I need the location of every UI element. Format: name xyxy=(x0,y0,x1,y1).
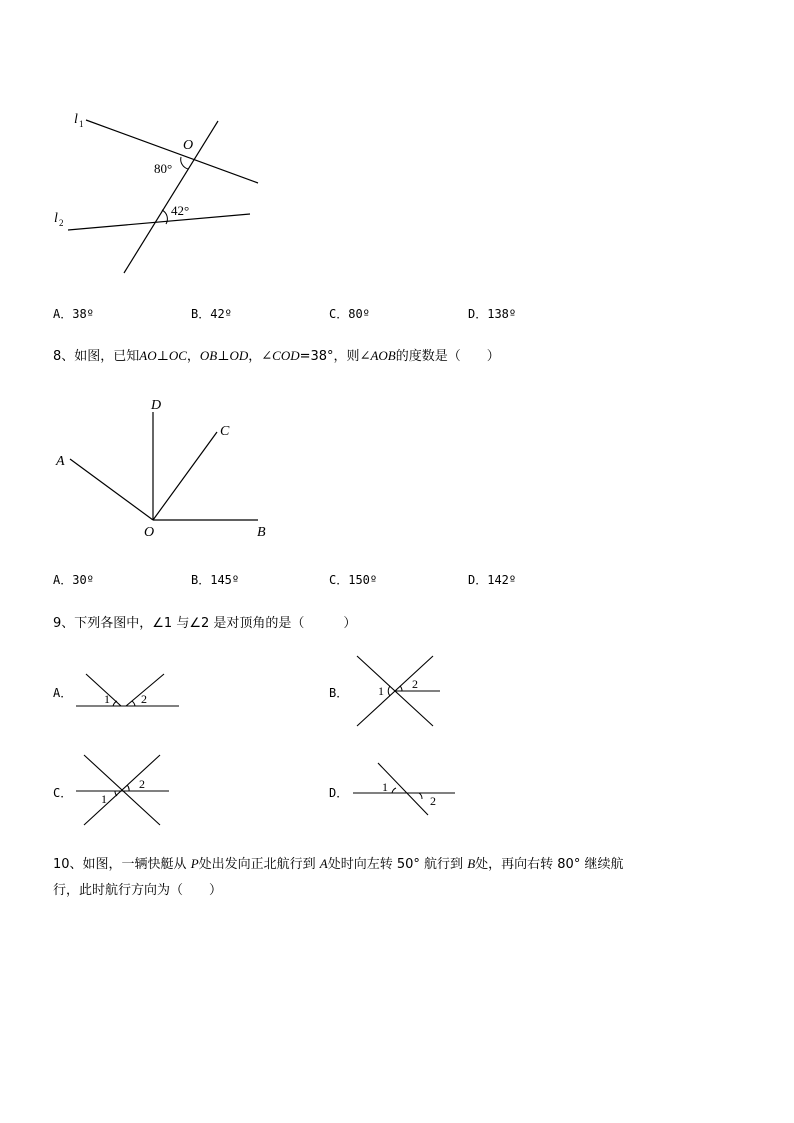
label-angle-80: 80° xyxy=(154,161,173,176)
q9-option-d-label[interactable]: D． xyxy=(329,786,349,800)
arc-1 xyxy=(113,701,117,706)
q8-sep2: ， xyxy=(248,349,262,364)
q9-option-d-figure[interactable] xyxy=(350,758,460,818)
transversal xyxy=(124,121,218,273)
q8-option-a[interactable]: A．30º xyxy=(53,573,94,587)
q10-text-line1 xyxy=(53,853,623,872)
q10-mid1: 处出发向正北航行到 xyxy=(198,857,316,872)
q7-option-b[interactable]: B．42º xyxy=(191,307,232,321)
arc-1 xyxy=(392,788,396,793)
q7-figure xyxy=(50,100,270,280)
arc-2 xyxy=(132,701,135,706)
q7-option-c[interactable]: C．80º xyxy=(329,307,370,321)
q8-angle-asked: ∠AOB xyxy=(359,348,396,363)
q10-b: B xyxy=(467,856,476,871)
angle-2-label: 2 xyxy=(430,794,436,808)
q8-angle-given: ∠COD xyxy=(261,348,300,363)
label-l2: l xyxy=(54,211,58,226)
q9-text: 9、下列各图中，∠1 与∠2 是对顶角的是（ ） xyxy=(53,616,357,631)
label-o: O xyxy=(144,525,155,540)
q9-option-b-label[interactable]: B． xyxy=(329,686,349,700)
q8-sep1: ， xyxy=(186,349,200,364)
q8-option-b[interactable]: B．145º xyxy=(191,573,240,587)
label-angle-42: 42° xyxy=(171,203,190,218)
q7-option-a[interactable]: A．38º xyxy=(53,307,94,321)
q10-mid3: 处，再向右转 80° 继续航 xyxy=(475,857,624,872)
q8-text xyxy=(53,345,500,364)
angle-2-label: 2 xyxy=(141,692,147,706)
arc-1 xyxy=(115,791,117,796)
q10-prefix: 10、如图，一辆快艇从 xyxy=(53,857,187,872)
ray-oc xyxy=(153,432,217,520)
label-l1-sub: 1 xyxy=(79,119,84,129)
label-b: B xyxy=(257,525,266,540)
q8-rel2: OB⊥OD xyxy=(199,348,249,363)
q9-option-c-figure[interactable] xyxy=(74,750,174,830)
label-a: A xyxy=(56,454,65,469)
q9-option-a-label[interactable]: A． xyxy=(53,686,73,700)
ray-oa xyxy=(70,459,153,520)
angle-2-label: 2 xyxy=(412,677,418,691)
angle-1-label: 1 xyxy=(101,792,107,806)
angle-1-label: 1 xyxy=(104,692,110,706)
label-c: C xyxy=(220,424,230,439)
q8-tail: 的度数是（ ） xyxy=(395,349,500,364)
q8-option-d[interactable]: D．142º xyxy=(468,573,517,587)
q8-figure xyxy=(50,390,280,550)
arc-2 xyxy=(419,793,422,799)
arc-2 xyxy=(127,785,129,791)
arc-1 xyxy=(388,686,390,696)
label-l1: l xyxy=(74,112,78,127)
angle-1-label: 1 xyxy=(382,780,388,794)
q9-option-b-figure[interactable] xyxy=(350,650,450,732)
q8-option-c[interactable]: C．150º xyxy=(329,573,378,587)
angle-1-label: 1 xyxy=(378,684,384,698)
label-o: O xyxy=(183,138,194,153)
q9-option-a-figure[interactable] xyxy=(74,665,184,713)
label-l2-sub: 2 xyxy=(59,218,64,228)
arc-2 xyxy=(400,686,402,691)
q10-text-line2: 行，此时航行方向为（ ） xyxy=(53,883,223,898)
q8-prefix: 8、如图，已知 xyxy=(53,349,140,364)
q8-rel1: AO⊥OC xyxy=(139,348,187,363)
label-d: D xyxy=(151,398,162,413)
q9-option-c-label[interactable]: C． xyxy=(53,786,73,800)
q10-mid2: 处时向左转 50° 航行到 xyxy=(327,857,464,872)
q8-given-value: =38°，则 xyxy=(299,349,360,364)
q10-p: P xyxy=(190,856,199,871)
angle-arc-80 xyxy=(181,157,188,169)
angle-2-label: 2 xyxy=(139,777,145,791)
q10-a: A xyxy=(319,856,328,871)
q7-option-d[interactable]: D．138º xyxy=(468,307,517,321)
